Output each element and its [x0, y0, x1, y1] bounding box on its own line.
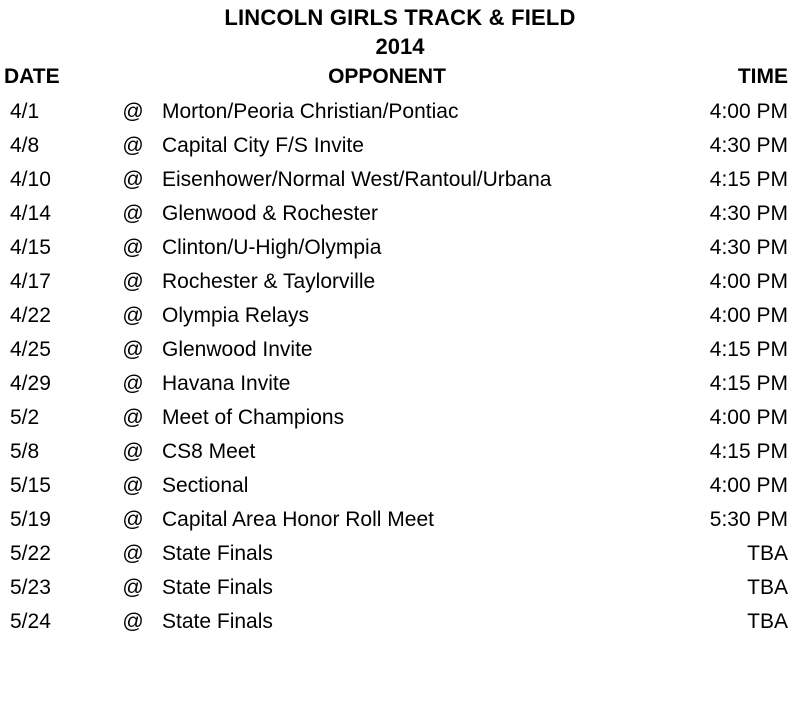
table-row [0, 605, 800, 639]
cell-opponent: CS8 Meet [162, 440, 256, 464]
column-header-opponent: OPPONENT [328, 65, 446, 89]
cell-at-symbol: @ [122, 372, 144, 396]
cell-time: TBA [747, 542, 789, 566]
cell-time: TBA [747, 576, 789, 600]
table-row [0, 231, 800, 265]
cell-date: 4/22 [10, 304, 51, 328]
cell-at-symbol: @ [122, 406, 144, 430]
cell-date: 4/17 [10, 270, 51, 294]
page-subtitle-year: 2014 [375, 33, 425, 59]
cell-time: 4:00 PM [709, 270, 789, 294]
cell-date: 5/15 [10, 474, 51, 498]
table-header-row [0, 65, 800, 95]
table-row [0, 367, 800, 401]
cell-time: 4:30 PM [709, 202, 789, 226]
table-row [0, 537, 800, 571]
cell-opponent: State Finals [162, 610, 273, 634]
column-header-time: TIME [737, 65, 789, 89]
cell-at-symbol: @ [122, 100, 144, 124]
cell-at-symbol: @ [122, 508, 144, 532]
table-row [0, 163, 800, 197]
table-row [0, 435, 800, 469]
cell-at-symbol: @ [122, 610, 144, 634]
cell-opponent: State Finals [162, 542, 273, 566]
cell-opponent: Meet of Champions [162, 406, 345, 430]
cell-at-symbol: @ [122, 202, 144, 226]
cell-date: 5/22 [10, 542, 51, 566]
cell-date: 4/14 [10, 202, 51, 226]
table-row [0, 401, 800, 435]
cell-time: 4:00 PM [709, 474, 789, 498]
cell-time: 4:15 PM [709, 440, 789, 464]
table-row [0, 299, 800, 333]
cell-opponent: Glenwood & Rochester [162, 202, 378, 226]
table-row [0, 571, 800, 605]
table-row [0, 265, 800, 299]
table-row [0, 469, 800, 503]
document-header [0, 0, 800, 61]
cell-opponent: Eisenhower/Normal West/Rantoul/Urbana [162, 168, 552, 192]
cell-at-symbol: @ [122, 270, 144, 294]
cell-at-symbol: @ [122, 236, 144, 260]
cell-time: 5:30 PM [709, 508, 789, 532]
page-title: LINCOLN GIRLS TRACK & FIELD [224, 5, 576, 30]
schedule-table-body [0, 95, 800, 639]
cell-opponent: Clinton/U-High/Olympia [162, 236, 382, 260]
cell-at-symbol: @ [122, 304, 144, 328]
cell-at-symbol: @ [122, 576, 144, 600]
cell-time: 4:15 PM [709, 338, 789, 362]
table-row [0, 197, 800, 231]
cell-at-symbol: @ [122, 440, 144, 464]
cell-opponent: Rochester & Taylorville [162, 270, 376, 294]
cell-date: 5/23 [10, 576, 51, 600]
cell-opponent: Glenwood Invite [162, 338, 313, 362]
cell-date: 5/2 [10, 406, 40, 430]
cell-time: 4:00 PM [709, 406, 789, 430]
cell-date: 5/24 [10, 610, 51, 634]
cell-opponent: Sectional [162, 474, 249, 498]
cell-date: 4/8 [10, 134, 40, 158]
cell-time: 4:15 PM [709, 372, 789, 396]
cell-date: 5/8 [10, 440, 40, 464]
schedule-table [0, 65, 800, 639]
cell-time: TBA [747, 610, 789, 634]
cell-time: 4:15 PM [709, 168, 789, 192]
cell-date: 4/10 [10, 168, 51, 192]
cell-date: 4/29 [10, 372, 51, 396]
cell-at-symbol: @ [122, 134, 144, 158]
table-row [0, 129, 800, 163]
cell-time: 4:30 PM [709, 134, 789, 158]
cell-time: 4:00 PM [709, 100, 789, 124]
cell-at-symbol: @ [122, 168, 144, 192]
cell-opponent: State Finals [162, 576, 273, 600]
table-row [0, 333, 800, 367]
cell-time: 4:00 PM [709, 304, 789, 328]
cell-date: 4/15 [10, 236, 51, 260]
column-header-date: DATE [4, 65, 60, 89]
cell-time: 4:30 PM [709, 236, 789, 260]
table-row [0, 503, 800, 537]
cell-date: 4/25 [10, 338, 51, 362]
cell-at-symbol: @ [122, 474, 144, 498]
cell-date: 5/19 [10, 508, 51, 532]
cell-at-symbol: @ [122, 338, 144, 362]
table-row [0, 95, 800, 129]
cell-opponent: Capital Area Honor Roll Meet [162, 508, 434, 532]
cell-date: 4/1 [10, 100, 40, 124]
cell-opponent: Olympia Relays [162, 304, 310, 328]
cell-opponent: Havana Invite [162, 372, 291, 396]
cell-opponent: Morton/Peoria Christian/Pontiac [162, 100, 459, 124]
cell-at-symbol: @ [122, 542, 144, 566]
cell-opponent: Capital City F/S Invite [162, 134, 364, 158]
